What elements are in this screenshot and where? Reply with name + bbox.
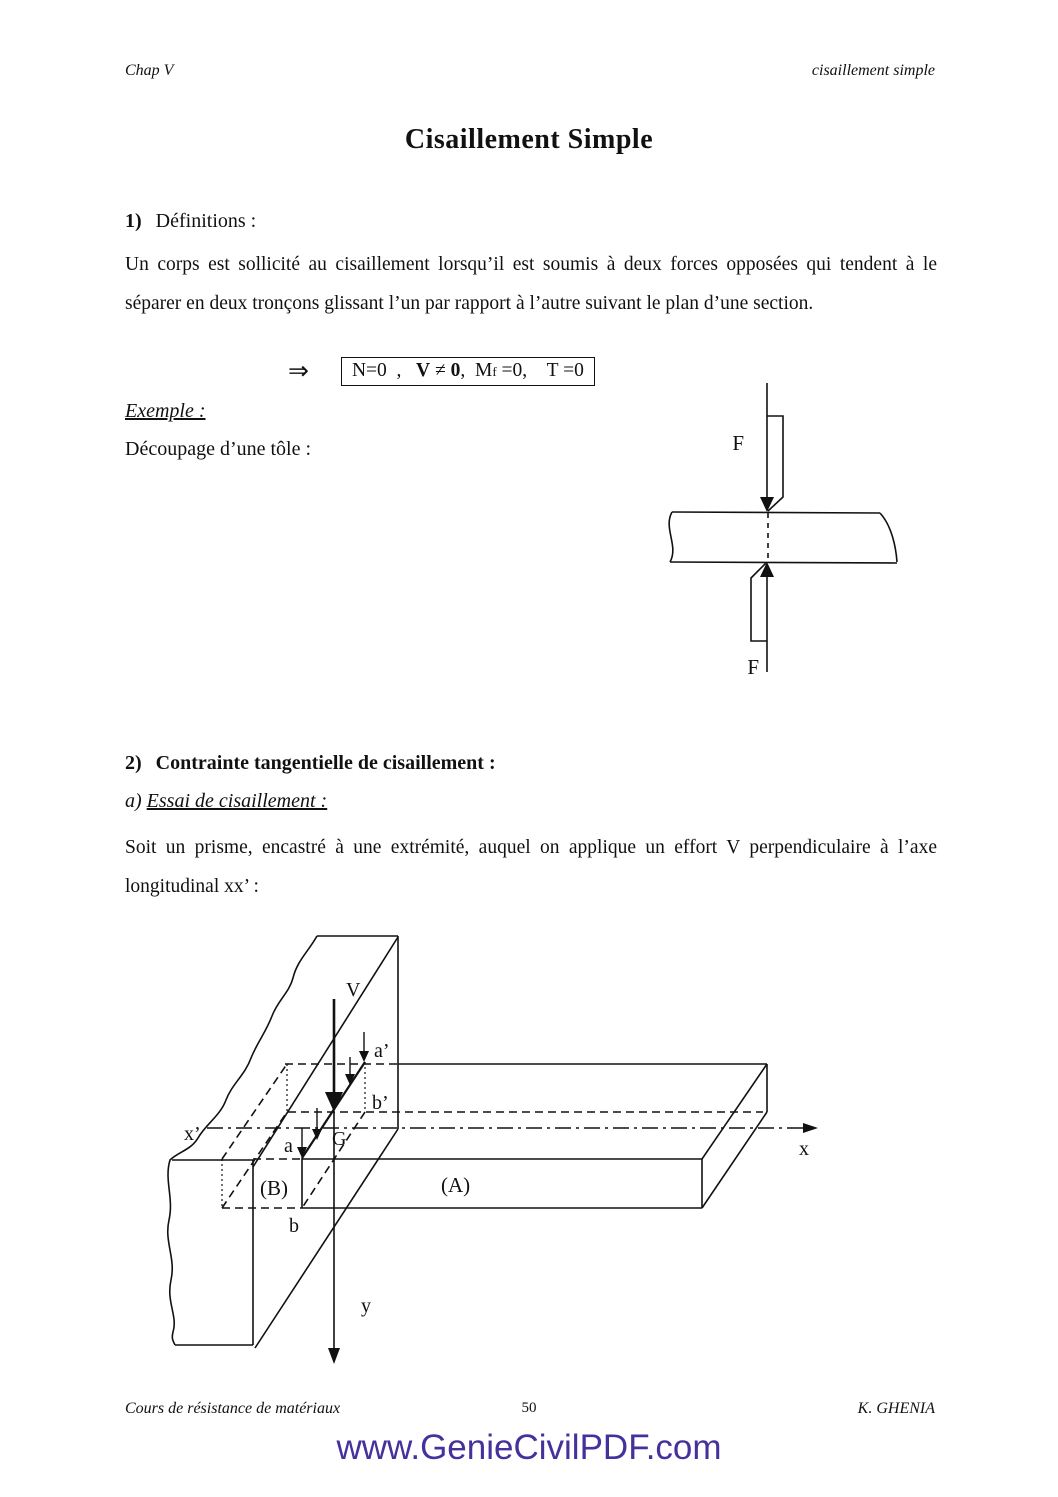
- subsection-a-title: Essai de cisaillement :: [146, 790, 328, 812]
- definitions-paragraph: Un corps est sollicité au cisaillement lorsqu’il est soumis à deux forces opposées qui tendent à le séparer en deux tronçons glissant l’un par rapport à l’autre suivant le plan d’une section.: [125, 254, 937, 314]
- implies-arrow: ⇒: [288, 358, 309, 385]
- x-label: x: [799, 1138, 809, 1160]
- formula-term-m: M: [474, 359, 493, 381]
- section-2-heading: [125, 752, 496, 775]
- force-bottom-label: F: [747, 655, 759, 679]
- section-2-title: Contrainte tangentielle de cisaillement :: [155, 752, 496, 774]
- x-axis-arrowhead-icon: [803, 1123, 818, 1133]
- g-label: G: [332, 1128, 347, 1150]
- formula-row: [288, 356, 595, 386]
- a-prime-label: a’: [374, 1040, 390, 1062]
- top-punch-outline: [767, 416, 783, 511]
- section-1-heading: [125, 210, 256, 233]
- y-axis-arrowhead-icon: [328, 1348, 340, 1364]
- shear-arrow-mid-lower-head-icon: [312, 1129, 322, 1140]
- section-2-number: 2): [125, 752, 142, 774]
- prism-left-top-hidden-edge: [222, 1064, 287, 1159]
- footer-author: K. GHENIA: [857, 1400, 935, 1417]
- v-force-arrowhead-icon: [325, 1092, 343, 1112]
- v-label: V: [346, 979, 361, 1001]
- b-prime-label: b’: [372, 1092, 389, 1114]
- top-force-arrowhead-icon: [760, 497, 774, 512]
- watermark-website: www.GenieCivilPDF.com: [336, 1428, 722, 1467]
- force-top-label: F: [732, 431, 744, 455]
- example-label: Exemple :: [125, 400, 206, 422]
- sheet-cutting-diagram: [620, 372, 960, 702]
- formula-m-value: =0,: [496, 359, 528, 381]
- subsection-a-heading: [125, 790, 327, 813]
- part-a-label: (A): [441, 1173, 471, 1197]
- formula-term-v: V: [416, 359, 431, 381]
- formula-v-value: 0: [450, 359, 461, 381]
- formula-term-n: N=0 ,: [351, 359, 402, 381]
- sheet-right-torn-edge: [880, 513, 897, 562]
- footer-course-title: Cours de résistance de matériaux: [125, 1400, 341, 1417]
- part-b-label: (B): [260, 1176, 288, 1200]
- sheet-bottom-edge: [670, 562, 897, 563]
- section-1-number: 1): [125, 210, 142, 232]
- formula-gap: [401, 360, 416, 382]
- header-running-title: cisaillement simple: [811, 62, 935, 79]
- shear-arrow-a-prime-head-icon: [359, 1051, 369, 1062]
- wall-bottom-depth-edge: [255, 1129, 398, 1348]
- b-label: b: [289, 1215, 299, 1237]
- prism-right-bottom-edge: [702, 1112, 767, 1208]
- x-prime-label: x’: [184, 1123, 201, 1145]
- subsection-a-label: a): [125, 790, 147, 812]
- bottom-force-arrowhead-icon: [760, 562, 774, 577]
- prism-shear-diagram: [130, 915, 850, 1385]
- sheet-top-edge: [672, 512, 880, 513]
- formula-comma: ,: [460, 359, 475, 381]
- section-1-title: Définitions :: [155, 210, 257, 232]
- a-label: a: [284, 1135, 293, 1157]
- essai-paragraph: Soit un prisme, encastré à une extrémité, auquel on applique un effort V perpendiculaire à l’axe longitudinal xx’ :: [125, 837, 937, 897]
- page-number: 50: [521, 1400, 537, 1416]
- sheet-left-torn-edge: [669, 512, 673, 562]
- y-label: y: [361, 1295, 371, 1317]
- formula-term-t: T =0: [546, 359, 584, 381]
- page-title: Cisaillement Simple: [404, 124, 654, 155]
- example-description: Découpage d’une tôle :: [125, 438, 312, 460]
- formula-neq-symbol: ≠: [430, 359, 451, 381]
- formula-gap2: [527, 360, 547, 382]
- header-chapter: Chap V: [125, 62, 174, 79]
- formula-m-subscript: f: [492, 363, 497, 379]
- formula-box: [341, 357, 595, 386]
